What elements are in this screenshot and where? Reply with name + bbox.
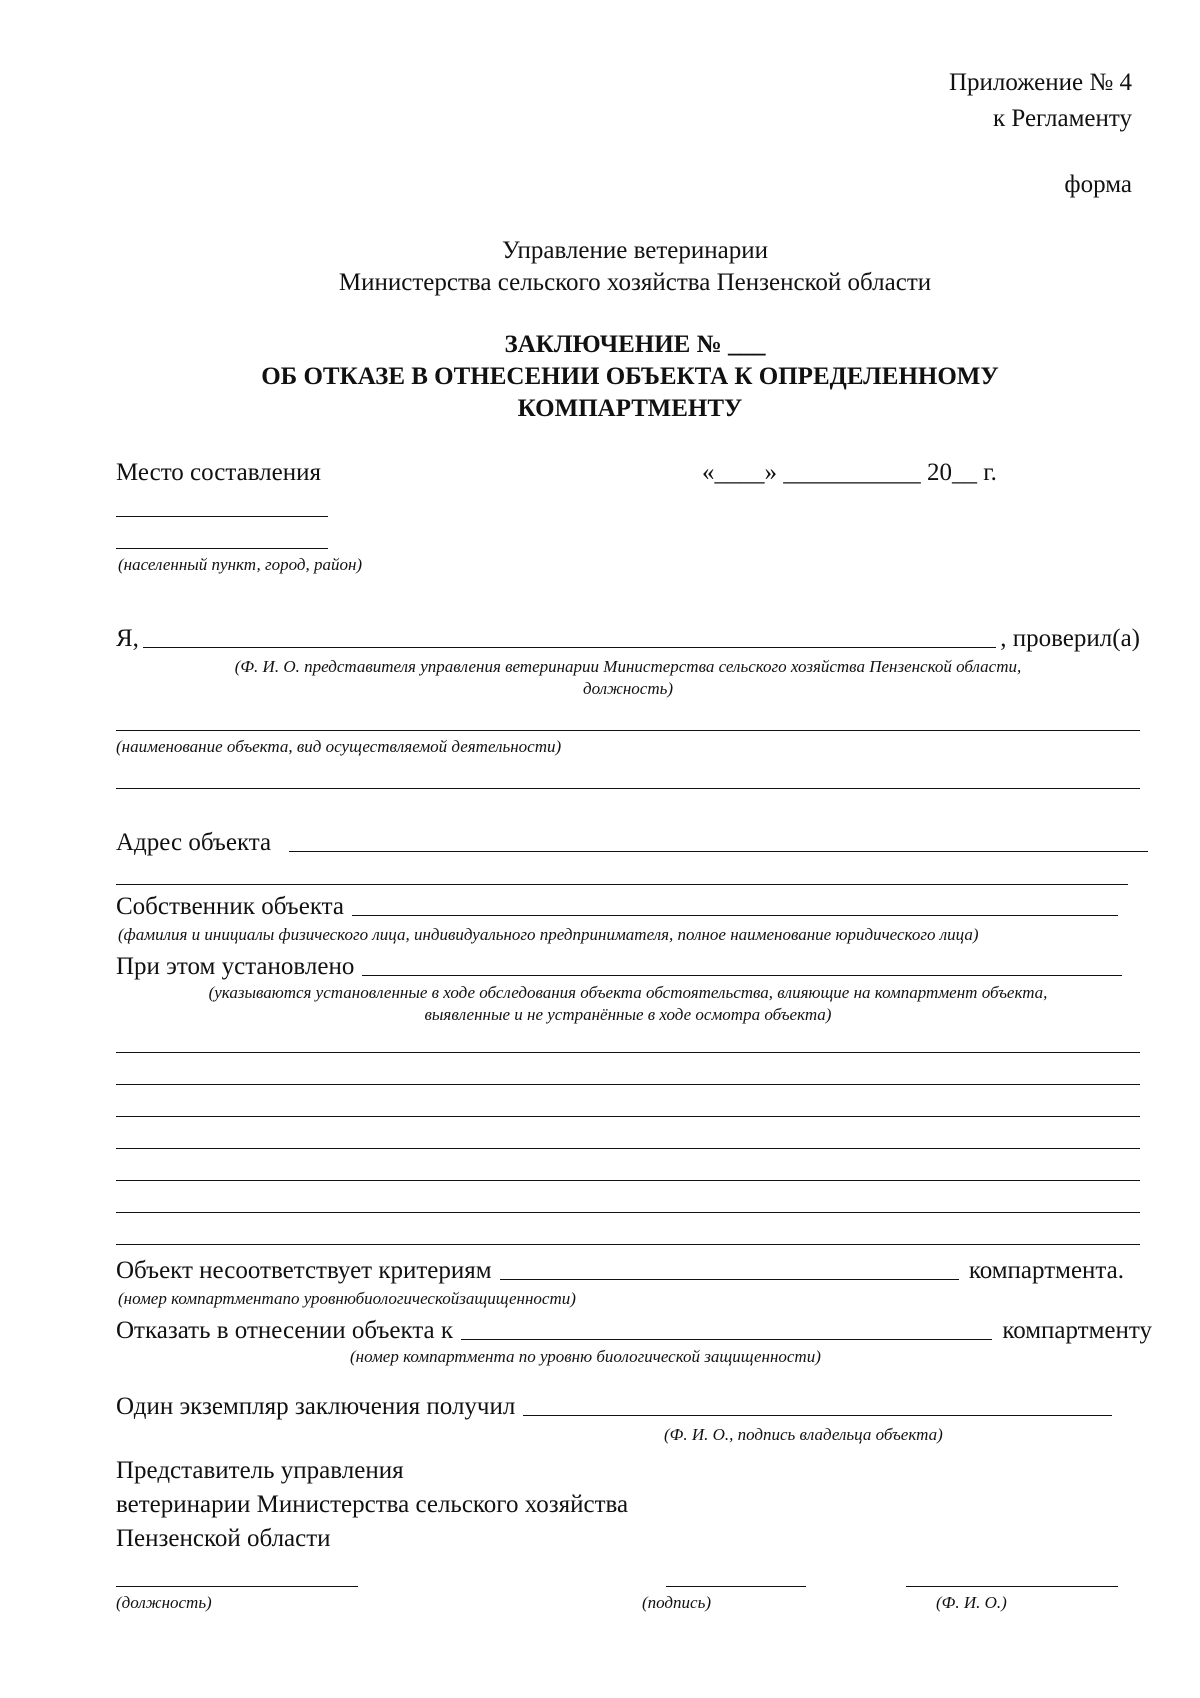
representative-line-2: ветеринарии Министерства сельского хозяйства <box>116 1491 629 1518</box>
position-field[interactable] <box>116 1586 358 1587</box>
receipt-hint: (Ф. И. О., подпись владельца объекта) <box>664 1425 943 1444</box>
date-field[interactable]: «____» ___________ 20__ г. <box>702 459 997 486</box>
findings-line-4[interactable] <box>116 1148 1140 1149</box>
findings-hint-line-2: выявленные и не устранённые в ходе осмотра объекта) <box>424 1005 832 1024</box>
findings-label: При этом установлено <box>116 953 355 980</box>
full-name-hint: (Ф. И. О.) <box>936 1593 1007 1612</box>
findings-field[interactable] <box>362 974 1122 976</box>
refuse-prefix: Отказать в отнесении объекта к <box>116 1317 454 1344</box>
full-name-field[interactable] <box>906 1586 1118 1587</box>
owner-field[interactable] <box>352 914 1118 916</box>
findings-line-6[interactable] <box>116 1212 1140 1213</box>
receipt-field[interactable] <box>523 1414 1112 1416</box>
form-label: форма <box>1064 171 1132 198</box>
mismatch-hint: (номер компартментапо уровнюбиологическойзащищенности) <box>118 1289 576 1308</box>
refuse-hint: (номер компартмента по уровню биологической защищенности) <box>350 1347 821 1366</box>
owner-hint: (фамилия и инициалы физического лица, индивидуального предпринимателя, полное наименование юридического лица) <box>118 925 979 944</box>
signature-hint: (подпись) <box>642 1593 711 1612</box>
document-title-line-2: ОБ ОТКАЗЕ В ОТНЕСЕНИИ ОБЪЕКТА К ОПРЕДЕЛЕННОМУ <box>261 363 999 390</box>
place-field-line-1[interactable] <box>116 516 328 517</box>
receipt-label: Один экземпляр заключения получил <box>116 1393 516 1420</box>
inspector-prefix: Я, <box>116 625 139 652</box>
address-field[interactable] <box>289 850 1148 852</box>
object-name-hint: (наименование объекта, вид осуществляемой деятельности) <box>116 737 562 756</box>
position-hint: (должность) <box>116 1593 212 1612</box>
representative-line-3: Пензенской области <box>116 1525 331 1552</box>
signature-field[interactable] <box>666 1586 806 1587</box>
place-field-line-2[interactable] <box>116 548 328 549</box>
authority-line-1: Управление ветеринарии <box>501 237 768 264</box>
findings-line-2[interactable] <box>116 1084 1140 1085</box>
document-title-number: ЗАКЛЮЧЕНИЕ № ___ <box>504 331 766 358</box>
receipt-row <box>116 1392 1116 1422</box>
findings-hint-line-1: (указываются установленные в ходе обследования объекта обстоятельства, влияющие на компартмент объекта, <box>208 983 1048 1002</box>
findings-line-3[interactable] <box>116 1116 1140 1117</box>
object-name-line[interactable] <box>116 730 1140 731</box>
address-row <box>116 828 1152 858</box>
owner-row <box>116 892 1122 922</box>
appendix-number: Приложение № 4 <box>948 69 1132 96</box>
refuse-suffix: компартменту <box>1002 1317 1152 1344</box>
findings-line-7[interactable] <box>116 1244 1140 1245</box>
mismatch-row <box>116 1256 1124 1286</box>
findings-line-1[interactable] <box>116 1052 1140 1053</box>
inspector-name-field[interactable] <box>143 646 996 648</box>
inspector-hint-line-1: (Ф. И. О. представителя управления ветеринарии Министерства сельского хозяйства Пензенской области, <box>234 657 1022 676</box>
document-title-line-3: КОМПАРТМЕНТУ <box>517 395 743 422</box>
authority-line-2: Министерства сельского хозяйства Пензенской области <box>338 269 932 296</box>
place-label: Место составления <box>116 459 322 486</box>
mismatch-field[interactable] <box>500 1278 959 1280</box>
inspector-row <box>116 624 1140 654</box>
inspector-suffix: , проверил(а) <box>1000 625 1140 652</box>
owner-label: Собственник объекта <box>116 893 344 920</box>
object-name-line-2[interactable] <box>116 788 1140 789</box>
representative-line-1: Представитель управления <box>116 1457 404 1484</box>
findings-row <box>116 952 1126 982</box>
place-hint: (населенный пункт, город, район) <box>118 555 363 574</box>
mismatch-prefix: Объект несоответствует критериям <box>116 1257 492 1284</box>
appendix-reference: к Регламенту <box>992 105 1132 132</box>
address-line-2[interactable] <box>116 884 1128 885</box>
mismatch-suffix: компартмента. <box>968 1257 1124 1284</box>
inspector-hint-line-2: должность) <box>582 679 674 698</box>
refuse-row <box>116 1316 1152 1346</box>
refuse-field[interactable] <box>461 1338 992 1340</box>
address-label: Адрес объекта <box>116 829 272 856</box>
findings-line-5[interactable] <box>116 1180 1140 1181</box>
